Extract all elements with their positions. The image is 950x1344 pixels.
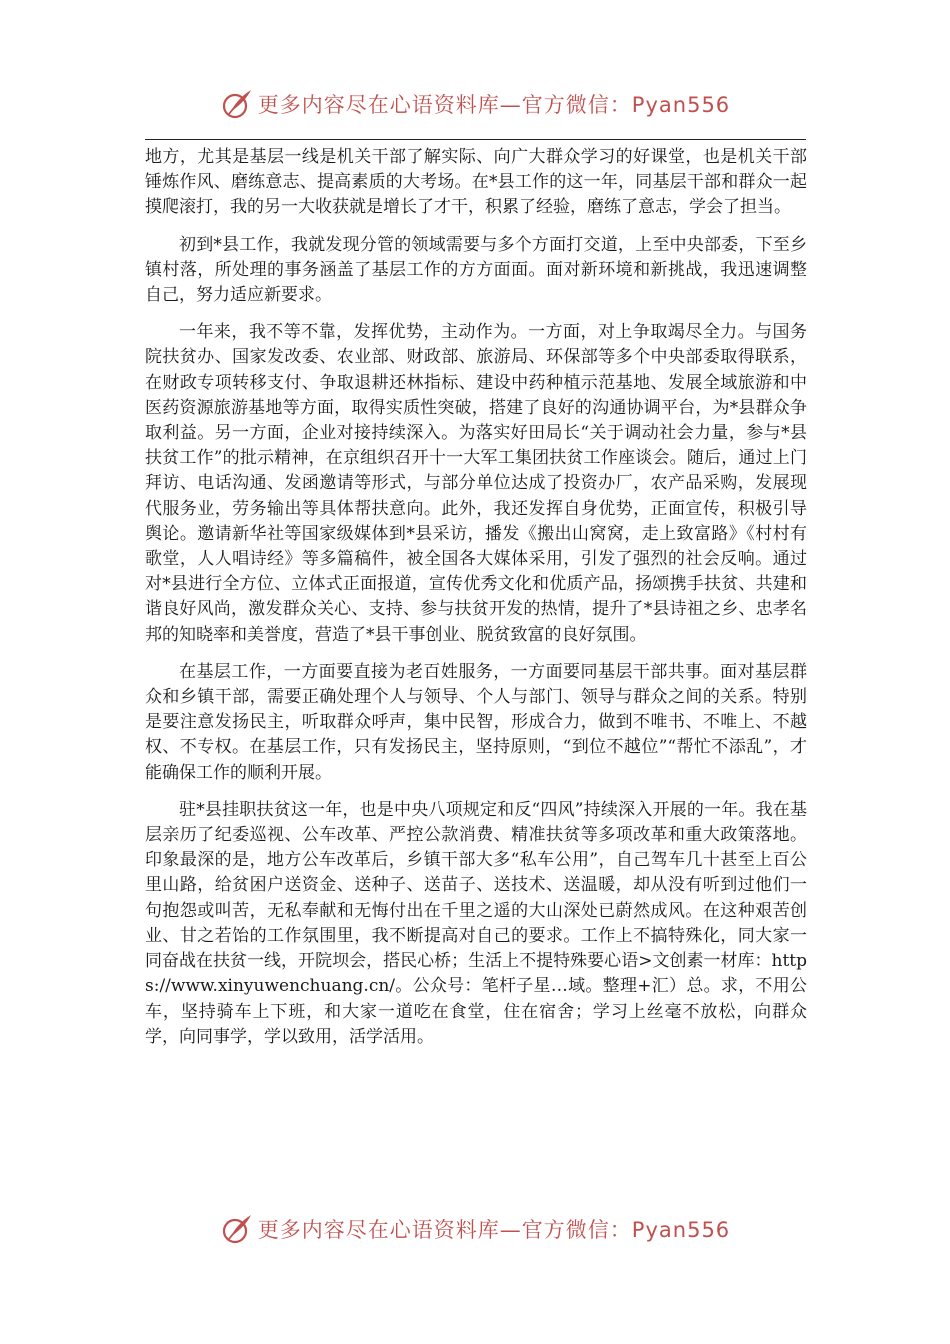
quill-logo-icon (220, 87, 254, 121)
paragraph-3: 一年来，我不等不靠，发挥优势，主动作为。一方面，对上争取竭尽全力。与国务院扶贫办、国家发改委、农业部、财政部、旅游局、环保部等多个中央部委取得联系，在财政专项转移支付、争取退耕还林指标、建设中药种植示范基地、发展全域旅游和中医药资源旅游基地等方面，取得实质性突破，搭建了良好的沟通协调平台，为*县群众争取利益。另一方面，企业对接持续深入。为落实好田局长“关于调动社会力量，参与*县扶贫工作”的批示精神，在京组织召开十一大军工集团扶贫工作座谈会。随后，通过上门拜访、电话沟通、发函邀请等形式，与部分单位达成了投资办厂，农产品采购，发展现代服务业，劳务输出等具体帮扶意向。此外，我还发挥自身优势，正面宣传，积极引导舆论。邀请新华社等国家级媒体到*县采访，播发《搬出山窝窝，走上致富路》《村村有歌堂，人人唱诗经》等多篇稿件，被全国各大媒体采用，引发了强烈的社会反响。通过对*县进行全方位、立体式正面报道，宣传优秀文化和优质产品，扬颂携手扶贫、共建和谐良好风尚，激发群众关心、支持、参与扶贫开发的热情，提升了*县诗祖之乡、忠孝名邦的知晓率和美誉度，营造了*县干事创业、脱贫致富的良好氛围。 (145, 322, 807, 645)
header-banner-text: 更多内容尽在心语资料库—官方微信：Pyan556 (257, 93, 731, 117)
paragraph-2: 初到*县工作，我就发现分管的领域需要与多个方面打交道，上至中央部委，下至乡镇村落，所处理的事务涵盖了基层工作的方方面面。面对新环境和新挑战，我迅速调整自己，努力适应新要求。 (145, 234, 807, 306)
header-divider (145, 139, 806, 140)
document-body (145, 145, 807, 1062)
footer-banner (0, 1209, 950, 1249)
paragraph-4: 在基层工作，一方面要直接为老百姓服务，一方面要同基层干部共事。面对基层群众和乡镇干部，需要正确处理个人与领导、个人与部门、领导与群众之间的关系。特别是要注意发扬民主，听取群众呼声，集中民智，形成合力，做到不唯书、不唯上、不越权、不专权。在基层工作，只有发扬民主，坚持原则，“到位不越位”“帮忙不添乱”，才能确保工作的顺利开展。 (145, 661, 807, 783)
paragraph-1: 地方，尤其是基层一线是机关干部了解实际、向广大群众学习的好课堂，也是机关干部锤炼作风、磨练意志、提高素质的大考场。在*县工作的这一年，同基层干部和群众一起摸爬滚打，我的另一大收获就是增长了才干，积累了经验，磨练了意志，学会了担当。 (145, 147, 807, 218)
header-banner (0, 84, 950, 124)
footer-banner-text: 更多内容尽在心语资料库—官方微信：Pyan556 (257, 1218, 731, 1242)
quill-logo-icon (220, 1212, 254, 1246)
paragraph-5: 驻*县挂职扶贫这一年，也是中央八项规定和反“四风”持续深入开展的一年。我在基层亲历了纪委巡视、公车改革、严控公款消费、精准扶贫等多项改革和重大政策落地。印象最深的是，地方公车改革后，乡镇干部大多“私车公用”，自己驾车几十甚至上百公里山路，给贫困户送资金、送种子、送苗子、送技术、送温暖，却从没有听到过他们一句抱怨或叫苦，无私奉献和无悔付出在千里之遥的大山深处已蔚然成风。在这种艰苦创业、甘之若饴的工作氛围里，我不断提高对自己的要求。工作上不搞特殊化，同大家一同奋战在扶贫一线，开院坝会，搭民心桥；生活上不提特殊要心语>文创素一材库：https://www.xinyuwenchuang.cn/。公众号：笔杆子星…域。整理+汇）总。求，不用公车，坚持骑车上下班，和大家一道吃在食堂，住在宿舍；学习上丝毫不放松，向群众学，向同事学，学以致用，活学活用。 (145, 799, 807, 1047)
